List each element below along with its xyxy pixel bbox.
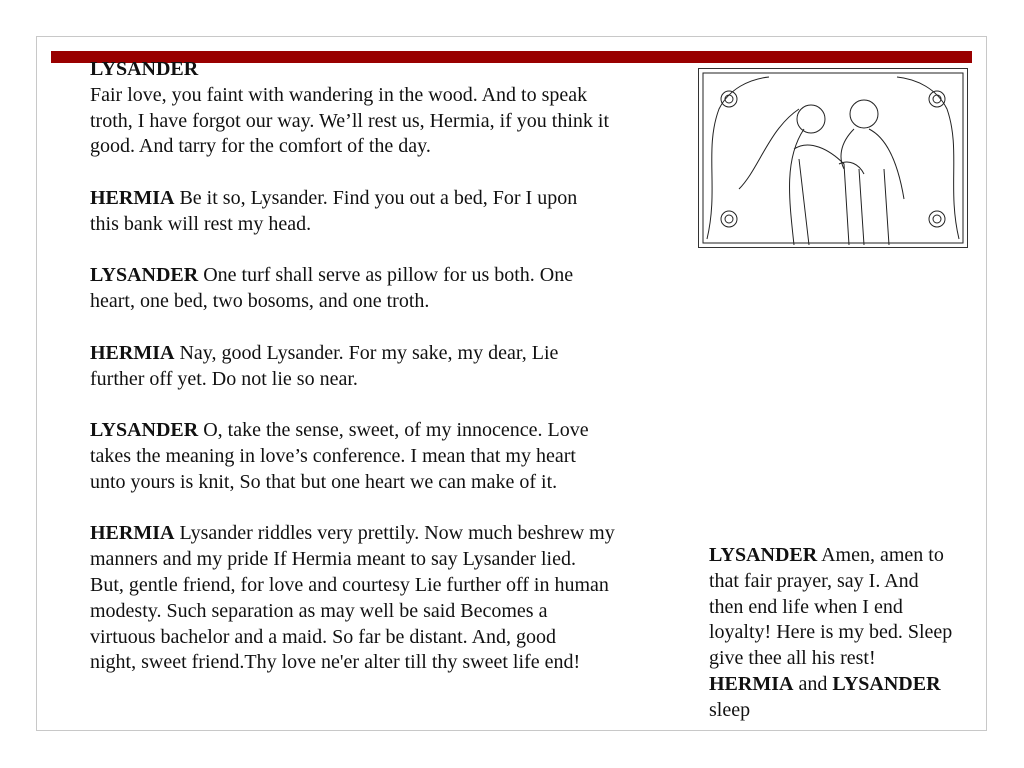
- stage-text: and: [793, 672, 833, 695]
- speaker-name: HERMIA: [90, 522, 175, 545]
- speech-line: then end life when I end: [709, 595, 903, 618]
- speaker-name: HERMIA: [90, 186, 175, 209]
- speaker-name: LYSANDER: [90, 264, 199, 287]
- speech-line: Be it so, Lysander. Find you out a bed, For I upon: [174, 186, 578, 209]
- stage-text: sleep: [709, 698, 751, 721]
- speech-line: But, gentle friend, for love and courtesy Lie further off in human: [90, 573, 609, 596]
- speech: [90, 521, 615, 676]
- speaker-name: LYSANDER: [709, 544, 818, 566]
- dialogue-main: [90, 57, 615, 676]
- stage-direction: [709, 672, 952, 698]
- speech-line: troth, I have forgot our way. We’ll rest us, Hermia, if you think it: [90, 109, 610, 132]
- speech-line: night, sweet friend.Thy love ne'er alter till thy sweet life end!: [90, 651, 581, 674]
- speaker-name: LYSANDER: [90, 419, 199, 442]
- dialogue-side: [709, 543, 952, 724]
- speech-line: manners and my pride If Hermia meant to say Lysander lied.: [90, 548, 576, 571]
- speech: [90, 341, 615, 393]
- speech-line: Amen, amen to: [817, 544, 944, 566]
- speech-line: modesty. Such separation as may well be said Becomes a: [90, 599, 548, 622]
- speaker-name: LYSANDER: [90, 58, 199, 80]
- speech-line: O, take the sense, sweet, of my innocence. Love: [198, 419, 589, 442]
- speaker-name: LYSANDER: [832, 672, 941, 695]
- speech-line: that fair prayer, say I. And: [709, 569, 919, 592]
- speech-line: virtuous bachelor and a maid. So far be distant. And, good: [90, 625, 557, 648]
- speech-line: heart, one bed, two bosoms, and one troth.: [90, 290, 430, 313]
- speaker-name: HERMIA: [90, 341, 175, 364]
- speech-line: good. And tarry for the comfort of the day.: [90, 135, 431, 158]
- speech: [90, 57, 615, 160]
- speech: [90, 418, 615, 495]
- speech: [90, 263, 615, 315]
- lovers-illustration: [698, 68, 968, 248]
- speech-line: Fair love, you faint with wandering in the wood. And to speak: [90, 83, 588, 106]
- speech-line: this bank will rest my head.: [90, 212, 312, 235]
- speaker-name: HERMIA: [709, 672, 794, 695]
- speech: [90, 186, 615, 238]
- speech-line: further off yet. Do not lie so near.: [90, 367, 358, 390]
- speech-line: Lysander riddles very prettily. Now much beshrew my: [174, 522, 615, 545]
- speech-line: give thee all his rest!: [709, 647, 876, 670]
- speech-line: unto yours is knit, So that but one heart we can make of it.: [90, 470, 558, 493]
- speech-line: Nay, good Lysander. For my sake, my dear, Lie: [174, 341, 559, 364]
- speech-line: One turf shall serve as pillow for us both. One: [198, 264, 574, 287]
- speech-line: takes the meaning in love’s conference. I mean that my heart: [90, 444, 576, 467]
- speech-line: loyalty! Here is my bed. Sleep: [709, 621, 953, 644]
